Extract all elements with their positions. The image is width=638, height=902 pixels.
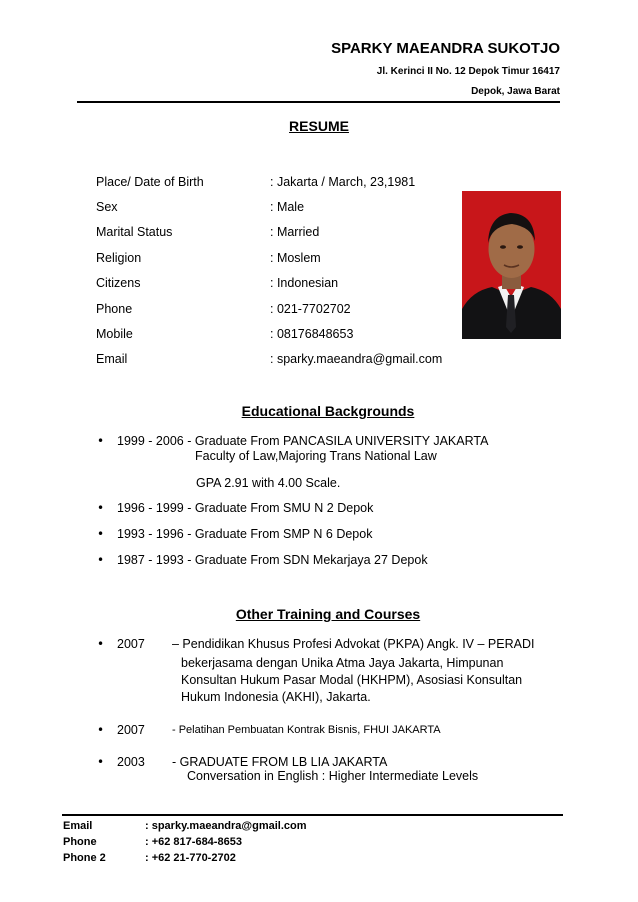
header-name: SPARKY MAEANDRA SUKOTJO xyxy=(331,40,560,57)
bullet-icon: • xyxy=(97,527,105,541)
footer-label: Email xyxy=(63,820,93,832)
header-divider xyxy=(77,101,560,103)
training-year: 2003 xyxy=(117,755,145,769)
personal-info-label: Email xyxy=(96,352,128,366)
education-gpa: GPA 2.91 with 4.00 Scale. xyxy=(196,476,341,490)
bullet-icon: • xyxy=(97,553,105,567)
header-address: Jl. Kerinci II No. 12 Depok Timur 16417 xyxy=(376,66,560,77)
personal-info-label: Religion xyxy=(96,251,142,265)
footer-divider xyxy=(62,814,563,816)
footer-value: : sparky.maeandra@gmail.com xyxy=(145,820,307,832)
training-line: Konsultan Hukum Pasar Modal (HKHPM), Asosiasi Konsultan xyxy=(181,673,523,687)
bullet-icon: • xyxy=(97,637,105,651)
resume-title: RESUME xyxy=(289,118,349,134)
personal-info-value: : Moslem xyxy=(270,251,321,265)
bullet-icon: • xyxy=(97,434,105,448)
training-line: bekerjasama dengan Unika Atma Jaya Jakarta, Himpunan xyxy=(181,656,504,670)
training-line: Hukum Indonesia (AKHI), Jakarta. xyxy=(181,690,371,704)
profile-photo-illustration xyxy=(462,191,561,339)
education-title: Educational Backgrounds xyxy=(241,403,415,419)
profile-photo xyxy=(462,191,561,339)
personal-info-value: : 08176848653 xyxy=(270,327,354,341)
training-line: - Pelatihan Pembuatan Kontrak Bisnis, FHUI JAKARTA xyxy=(172,724,441,736)
training-line: - GRADUATE FROM LB LIA JAKARTA xyxy=(172,755,388,769)
footer-value: : +62 21-770-2702 xyxy=(145,852,236,864)
footer-value: : +62 817-684-8653 xyxy=(145,836,242,848)
education-item: 1999 - 2006 - Graduate From PANCASILA UNIVERSITY JAKARTA xyxy=(117,434,489,448)
personal-info-label: Citizens xyxy=(96,276,141,290)
education-item: 1993 - 1996 - Graduate From SMP N 6 Depok xyxy=(117,527,373,541)
personal-info-value: : Jakarta / March, 23,1981 xyxy=(270,175,416,189)
bullet-icon: • xyxy=(97,755,105,769)
personal-info-label: Sex xyxy=(96,200,118,214)
education-item: 1996 - 1999 - Graduate From SMU N 2 Depok xyxy=(117,501,374,515)
personal-info-label: Marital Status xyxy=(96,225,173,239)
personal-info-label: Place/ Date of Birth xyxy=(96,175,204,189)
training-line: Conversation in English : Higher Intermediate Levels xyxy=(187,769,479,783)
bullet-icon: • xyxy=(97,723,105,737)
personal-info-value: : Indonesian xyxy=(270,276,339,290)
education-detail: Faculty of Law,Majoring Trans National Law xyxy=(195,449,437,463)
education-item: 1987 - 1993 - Graduate From SDN Mekarjaya 27 Depok xyxy=(117,553,428,567)
personal-info-label: Mobile xyxy=(96,327,133,341)
personal-info-value: : 021-7702702 xyxy=(270,302,351,316)
training-year: 2007 xyxy=(117,723,145,737)
personal-info-value: : Male xyxy=(270,200,305,214)
personal-info-value: : sparky.maeandra@gmail.com xyxy=(270,352,443,366)
footer-label: Phone xyxy=(63,836,97,848)
personal-info-label: Phone xyxy=(96,302,133,316)
bullet-icon: • xyxy=(97,501,105,515)
training-year: 2007 xyxy=(117,637,145,651)
training-title: Other Training and Courses xyxy=(235,606,421,622)
personal-info-value: : Married xyxy=(270,225,320,239)
training-line: – Pendidikan Khusus Profesi Advokat (PKPA) Angk. IV – PERADI xyxy=(172,637,535,651)
footer-label: Phone 2 xyxy=(63,852,106,864)
header-city: Depok, Jawa Barat xyxy=(471,86,560,97)
